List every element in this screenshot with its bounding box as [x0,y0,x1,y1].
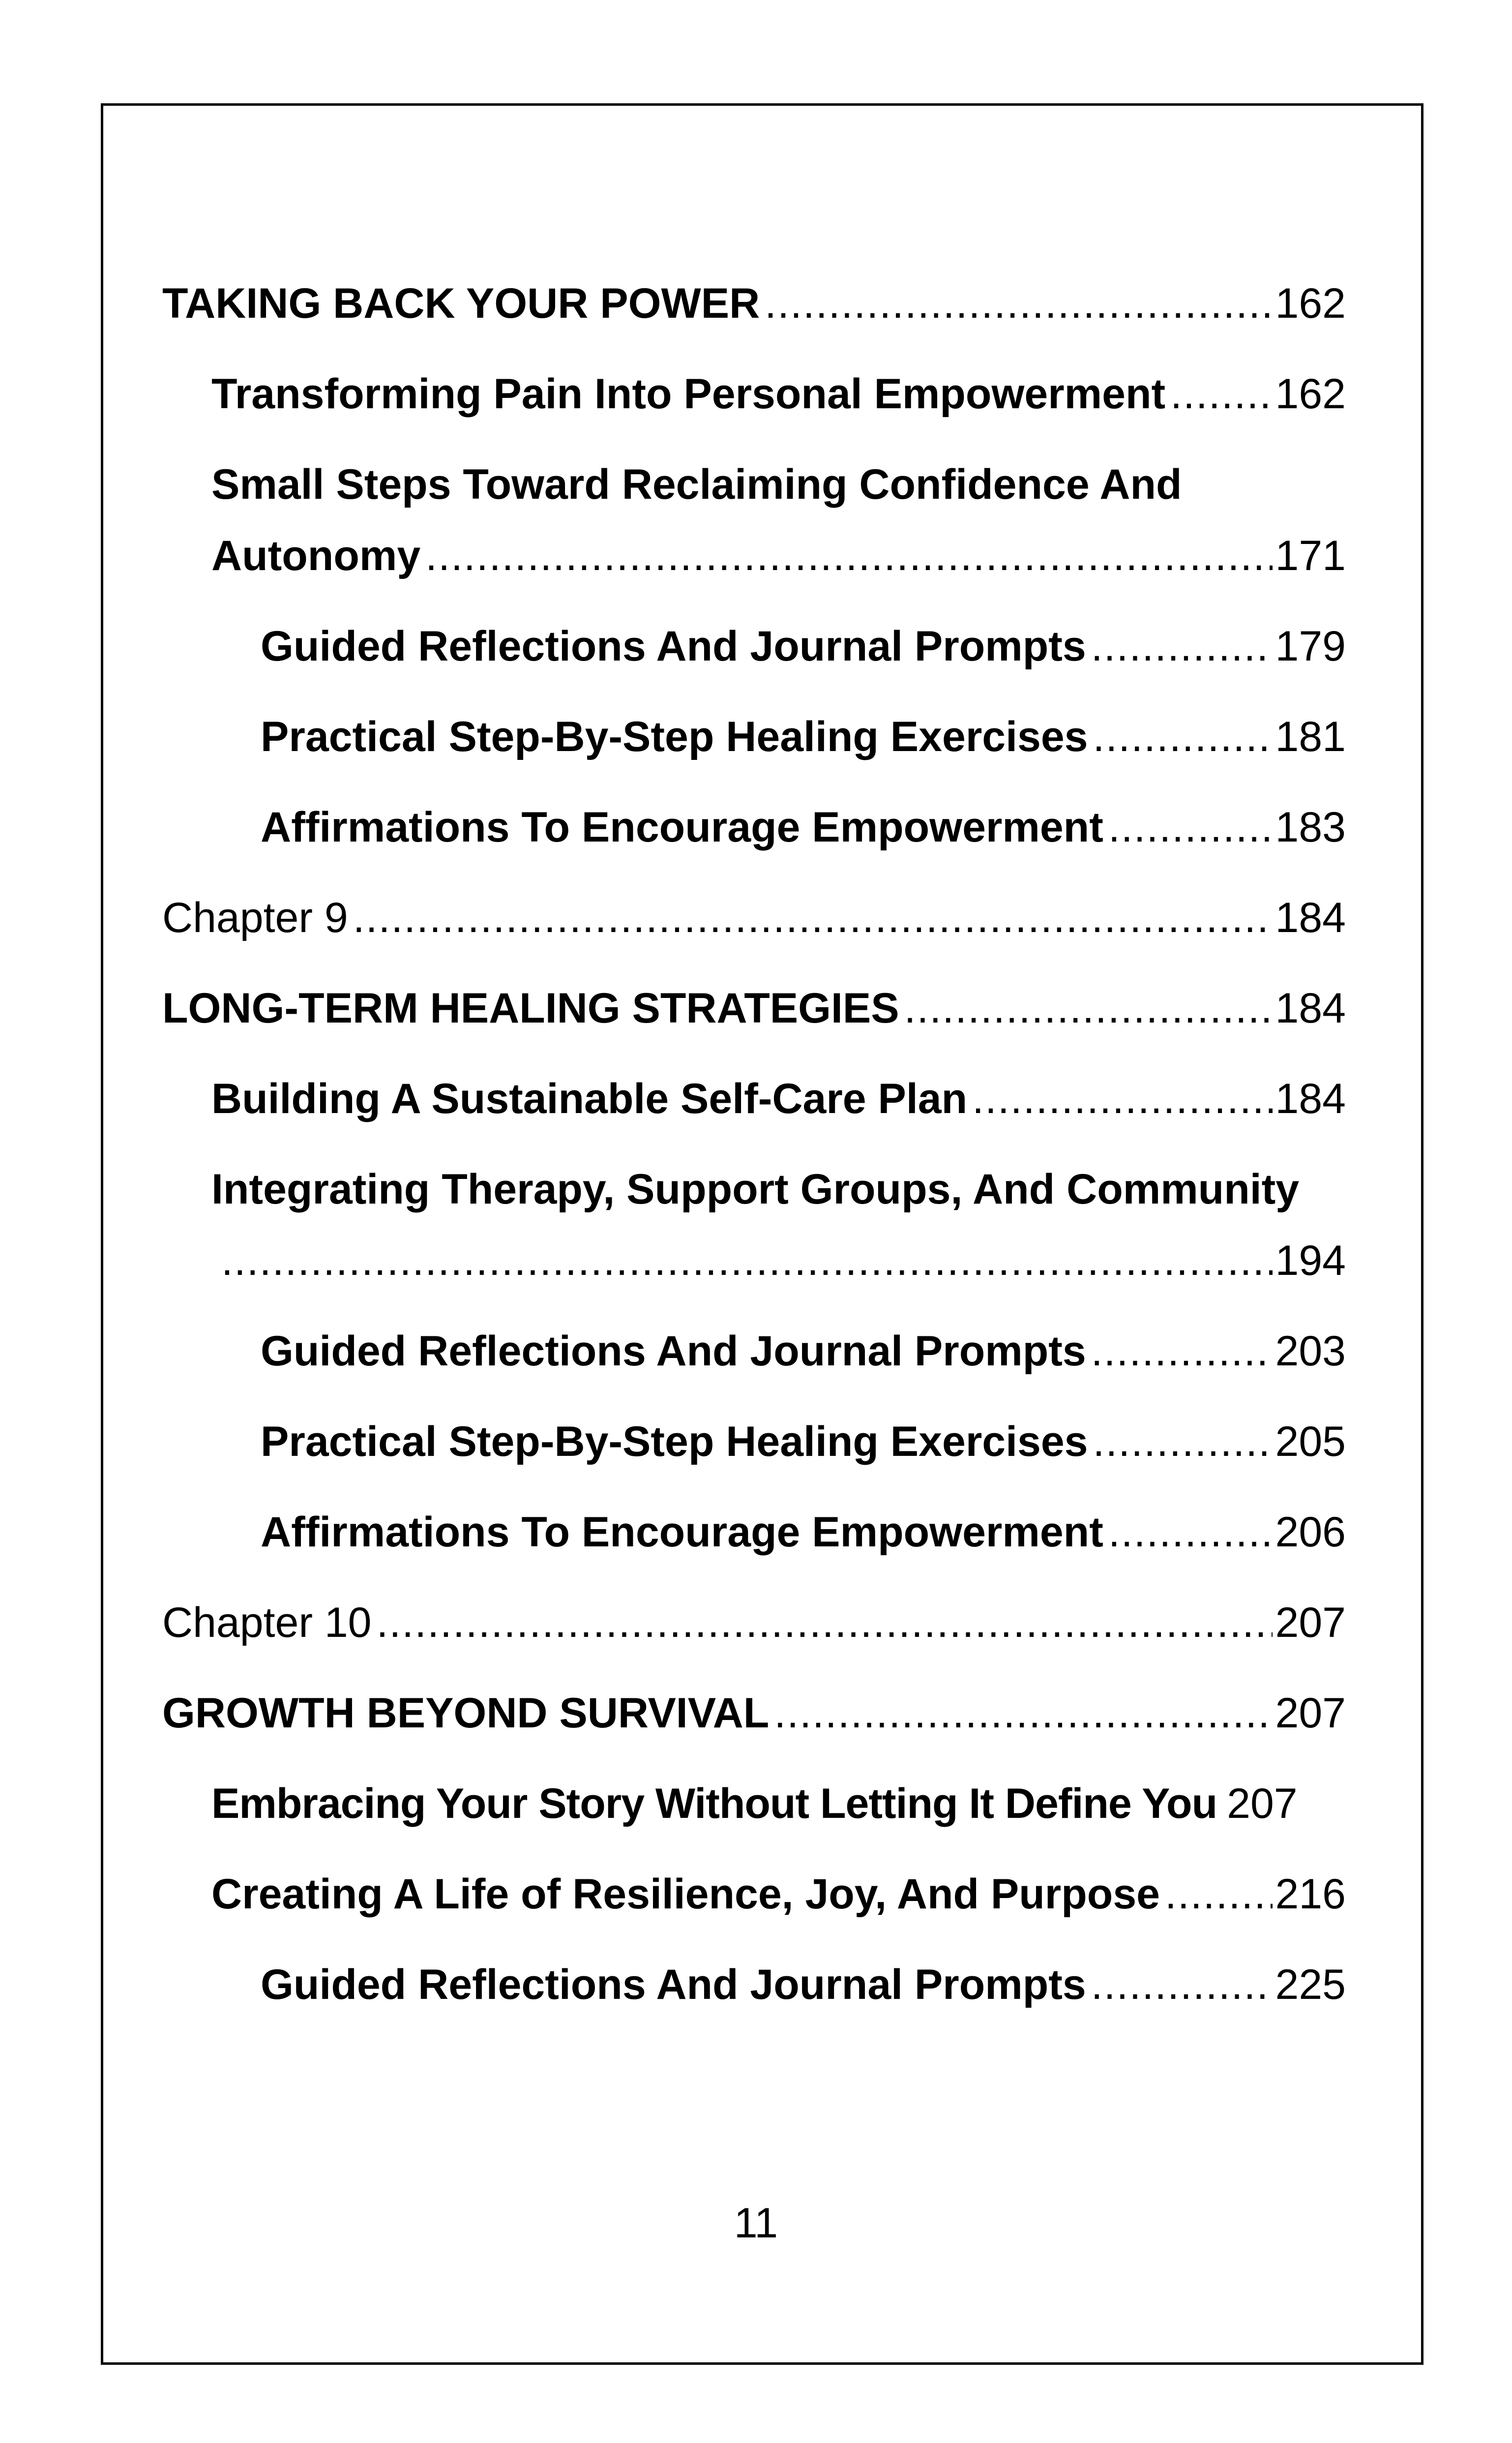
toc-entry-growth-beyond-survival[interactable] [162,1678,1346,1749]
toc-entry-long-term-healing[interactable] [162,973,1346,1044]
dot-leader [1091,611,1273,682]
toc-entry-title: Guided Reflections And Journal Prompts [261,1961,1086,2008]
toc-entry-title: LONG-TERM HEALING STRATEGIES [162,985,899,1032]
toc-entry-title: Building A Sustainable Self-Care Plan [211,1075,968,1122]
dot-leader [221,1225,1273,1297]
toc-entry-title: Guided Reflections And Journal Prompts [261,623,1086,670]
toc-entry-page: 216 [1275,1870,1346,1918]
toc-entry-transforming-pain[interactable] [162,359,1346,430]
toc-entry-page: 184 [1275,894,1346,941]
toc-entry-page: 162 [1275,280,1346,327]
toc-entry-self-care-plan[interactable] [162,1063,1346,1135]
toc-entry-page: 184 [1275,985,1346,1032]
toc-entry-title-line1: Small Steps Toward Reclaiming Confidence And [211,461,1182,508]
dot-leader [1093,1406,1273,1478]
dot-leader [377,1587,1273,1659]
toc-entry-page: 162 [1275,370,1346,418]
dot-leader [1093,701,1273,773]
toc-entry-page: 207 [1275,1599,1346,1646]
toc-entry-chapter-10[interactable] [162,1587,1346,1659]
toc-entry-page: 181 [1275,713,1346,760]
dot-leader [904,973,1273,1044]
toc-entry-guided-reflections[interactable] [162,1949,1346,2021]
dot-leader [1091,1949,1273,2021]
table-of-contents [162,268,1346,2040]
toc-entry-page: 203 [1275,1327,1346,1375]
toc-entry-guided-reflections[interactable] [162,611,1346,682]
toc-entry-integrating-therapy[interactable] [162,1154,1346,1297]
dot-leader [1091,1316,1273,1387]
dot-leader [425,520,1272,592]
toc-entry-title: Embracing Your Story Without Letting It Define You [211,1780,1217,1827]
toc-entry-page: 194 [1275,1237,1346,1284]
toc-entry-page: 184 [1275,1075,1346,1122]
dot-leader [972,1063,1272,1135]
toc-entry-title: Creating A Life of Resilience, Joy, And Purpose [211,1870,1160,1918]
toc-entry-page: 207 [1275,1689,1346,1737]
toc-entry-small-steps[interactable] [162,449,1346,592]
toc-entry-creating-a-life[interactable] [162,1859,1346,1930]
dot-leader [1108,792,1273,863]
dot-leader [1108,1497,1273,1568]
toc-entry-title: TAKING BACK YOUR POWER [162,280,760,327]
toc-entry-page: 225 [1275,1961,1346,2008]
toc-entry-practical-exercises[interactable] [162,1406,1346,1478]
toc-entry-page: 183 [1275,804,1346,851]
toc-entry-affirmations[interactable] [162,1497,1346,1568]
toc-entry-page: 179 [1275,623,1346,670]
toc-entry-title: Transforming Pain Into Personal Empowerment [211,370,1166,418]
dot-leader [774,1678,1272,1749]
toc-entry-title: Chapter 10 [162,1599,372,1646]
toc-entry-affirmations[interactable] [162,792,1346,863]
toc-entry-title: Practical Step-By-Step Healing Exercises [261,713,1088,760]
dot-leader [353,882,1273,954]
toc-entry-chapter-9[interactable] [162,882,1346,954]
toc-entry-title: GROWTH BEYOND SURVIVAL [162,1689,770,1737]
dot-leader [1165,1859,1273,1930]
dot-leader [765,268,1272,339]
toc-entry-taking-back-your-power[interactable] [162,268,1346,339]
toc-entry-title: Chapter 9 [162,894,348,941]
toc-entry-page: 171 [1275,532,1346,579]
toc-entry-title-line1: Integrating Therapy, Support Groups, And Community [211,1166,1300,1213]
toc-entry-page: 206 [1275,1508,1346,1556]
toc-entry-title-line2: Autonomy [211,532,421,579]
toc-entry-title: Affirmations To Encourage Empowerment [261,1508,1103,1556]
page-number: 11 [734,2200,778,2247]
toc-entry-practical-exercises[interactable] [162,701,1346,773]
toc-entry-title: Guided Reflections And Journal Prompts [261,1327,1086,1375]
toc-entry-embracing-your-story[interactable] [162,1768,1346,1840]
toc-entry-page: 207 [1227,1780,1298,1827]
toc-entry-guided-reflections[interactable] [162,1316,1346,1387]
toc-entry-title: Practical Step-By-Step Healing Exercises [261,1418,1088,1465]
dot-leader [1170,359,1272,430]
toc-entry-page: 205 [1275,1418,1346,1465]
toc-entry-title: Affirmations To Encourage Empowerment [261,804,1103,851]
